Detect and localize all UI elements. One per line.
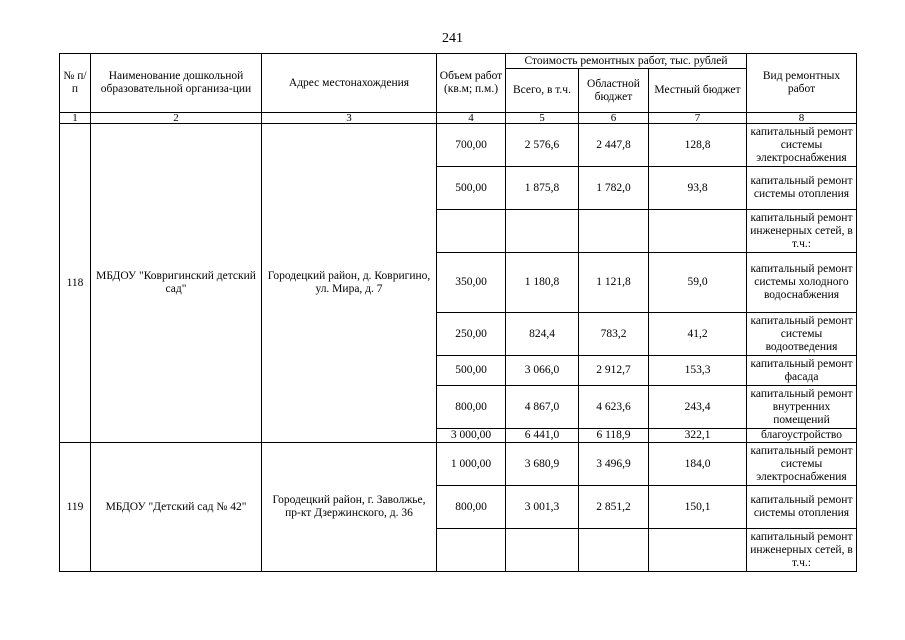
header-cost-group: Стоимость ремонтных работ, тыс. рублей [506,54,747,69]
table-row [60,124,857,167]
work-type: благоустройство [747,429,857,443]
cost-local: 322,1 [649,429,747,443]
cost-total: 2 576,6 [506,124,579,167]
cost-total: 824,4 [506,313,579,356]
index-cell-1: 1 [60,113,91,124]
work-type: капитальный ремонт внутренних помещений [747,386,857,429]
table-row [60,443,857,486]
cost-regional: 3 496,9 [579,443,649,486]
cost-total [506,210,579,253]
cost-local: 184,0 [649,443,747,486]
organization-address: Городецкий район, д. Ковригино, ул. Мира, д. 7 [262,124,437,443]
cost-total: 1 180,8 [506,253,579,313]
work-volume: 800,00 [437,486,506,529]
page-number: 241 [442,31,463,46]
work-volume: 500,00 [437,167,506,210]
header-local: Местный бюджет [649,69,747,113]
cost-regional: 2 447,8 [579,124,649,167]
cost-regional: 4 623,6 [579,386,649,429]
work-volume: 700,00 [437,124,506,167]
header-regional: Областной бюджет [579,69,649,113]
work-volume: 1 000,00 [437,443,506,486]
work-type: капитальный ремонт системы водоотведения [747,313,857,356]
work-type: капитальный ремонт инженерных сетей, в т.ч.: [747,210,857,253]
work-type: капитальный ремонт инженерных сетей, в т.ч.: [747,529,857,572]
cost-local [649,210,747,253]
header-volume: Объем работ (кв.м; п.м.) [437,54,506,113]
cost-total [506,529,579,572]
cost-local: 59,0 [649,253,747,313]
row-number: 119 [60,443,91,572]
cost-local: 150,1 [649,486,747,529]
organization-name: МБДОУ "Детский сад № 42" [91,443,262,572]
cost-local: 128,8 [649,124,747,167]
index-cell-5: 5 [506,113,579,124]
index-cell-2: 2 [91,113,262,124]
cost-regional: 783,2 [579,313,649,356]
work-type: капитальный ремонт фасада [747,356,857,386]
cost-total: 6 441,0 [506,429,579,443]
cost-regional: 2 912,7 [579,356,649,386]
cost-local [649,529,747,572]
cost-total: 3 066,0 [506,356,579,386]
work-type: капитальный ремонт системы электроснабжения [747,124,857,167]
header-org-name: Наименование дошкольной образовательной организа-ции [91,54,262,113]
row-number: 118 [60,124,91,443]
organization-name: МБДОУ "Ковригинский детский сад" [91,124,262,443]
table-body [60,124,857,572]
work-type: капитальный ремонт системы отопления [747,486,857,529]
work-type: капитальный ремонт системы холодного водоснабжения [747,253,857,313]
work-volume: 800,00 [437,386,506,429]
cost-local: 153,3 [649,356,747,386]
index-cell-6: 6 [579,113,649,124]
cost-regional: 2 851,2 [579,486,649,529]
cost-regional [579,529,649,572]
work-volume: 350,00 [437,253,506,313]
header-total: Всего, в т.ч. [506,69,579,113]
work-type: капитальный ремонт системы электроснабжения [747,443,857,486]
index-cell-8: 8 [747,113,857,124]
work-volume [437,210,506,253]
cost-local: 93,8 [649,167,747,210]
index-row [60,113,857,124]
organization-address: Городецкий район, г. Заволжье, пр-кт Дзержинского, д. 36 [262,443,437,572]
work-volume: 250,00 [437,313,506,356]
work-volume [437,529,506,572]
work-type: капитальный ремонт системы отопления [747,167,857,210]
header-work-type: Вид ремонтных работ [747,54,857,113]
cost-total: 1 875,8 [506,167,579,210]
work-volume: 3 000,00 [437,429,506,443]
cost-regional: 6 118,9 [579,429,649,443]
cost-regional: 1 782,0 [579,167,649,210]
header-num: № п/п [60,54,91,113]
cost-local: 41,2 [649,313,747,356]
cost-local: 243,4 [649,386,747,429]
cost-total: 3 680,9 [506,443,579,486]
cost-total: 4 867,0 [506,386,579,429]
header-address: Адрес местонахождения [262,54,437,113]
table-header [60,54,857,124]
cost-total: 3 001,3 [506,486,579,529]
repair-works-table [59,53,857,572]
index-cell-4: 4 [437,113,506,124]
work-volume: 500,00 [437,356,506,386]
index-cell-3: 3 [262,113,437,124]
cost-regional: 1 121,8 [579,253,649,313]
cost-regional [579,210,649,253]
index-cell-7: 7 [649,113,747,124]
